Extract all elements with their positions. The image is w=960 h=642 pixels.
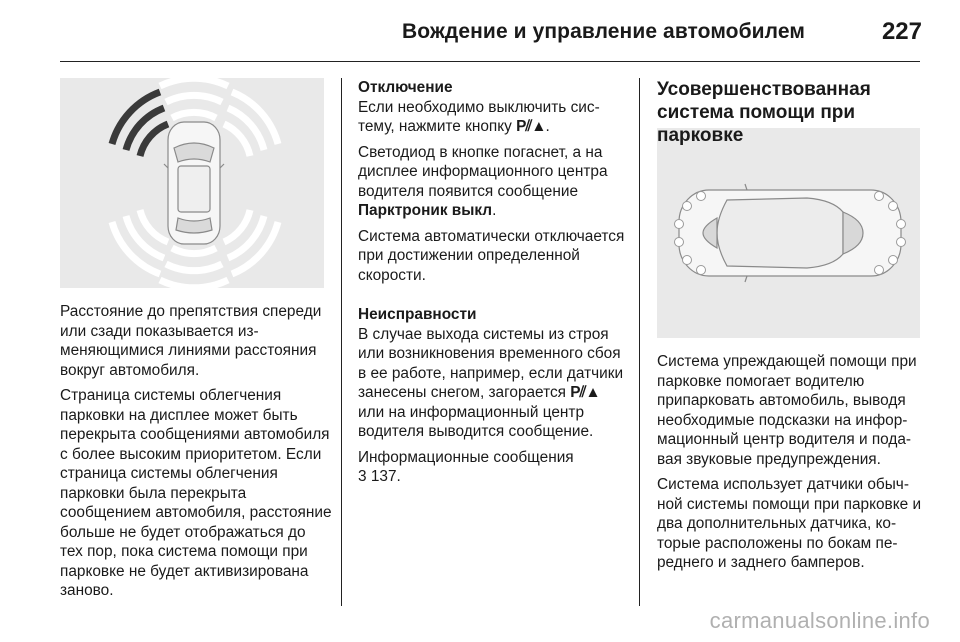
sensor-layout-illustration (657, 128, 920, 338)
col3-paragraph-1: Система упреждающей помощи при парковке помогает водителю припарковать автомобиль, выводя необходимые подсказки на информационный центр водителя и подавая звуковые предупреждения. (657, 353, 917, 468)
col2-paragraph-2 (358, 143, 630, 221)
column-3-body (657, 352, 925, 579)
col2-p4-text: В случае выхода системы из строя или возникновения временного сбоя в ее работе, например, если датчики занесены снегом, загорается (358, 325, 624, 401)
col2-p4-end: или на информационный центр водителя выводится сообщение. (358, 403, 594, 440)
col3-paragraph-2: Система использует датчики обычной системы помощи при парковке и два дополнительных датчика, которые расположены по бокам переднего и заднего бамперов. (657, 476, 922, 571)
advanced-parking-sensors-figure (657, 128, 920, 338)
page-number: 227 (881, 18, 922, 45)
column-3 (657, 78, 925, 147)
spacer (358, 291, 630, 305)
parking-distance-figure (60, 78, 324, 288)
parking-distance-illustration (60, 78, 324, 288)
column-2 (358, 78, 630, 493)
col2-paragraph-5: Информационные сообщения (358, 448, 574, 466)
col2-p2-end: . (492, 202, 497, 219)
col2-p1-text: Если необходимо выключить систему, нажмите кнопку (358, 98, 600, 135)
col1-paragraph-1: Расстояние до препятствия спереди или сзади показывается изменяющимися линиями расстояния вокруг автомобиля. (60, 303, 322, 379)
header-rule (60, 61, 920, 62)
front-left-distance-lines (112, 92, 168, 156)
page-reference: 3 137. (358, 468, 401, 485)
car-top-view (164, 122, 224, 244)
col2-paragraph-1 (358, 98, 630, 137)
page-header-title: Вождение и управление автомобилем (402, 20, 805, 43)
section-heading-advanced-parking: Усовершенствованная система помощи при парковке (657, 79, 871, 146)
col2-paragraph-3: Система автоматически отключается при достижении определенной скорости. (358, 227, 625, 284)
col2-p2-text: Светодиод в кнопке погаснет, а на дисплее информационного центра водителя появится сообщение (358, 143, 608, 200)
column-divider-2 (639, 78, 640, 606)
col2-p1-end: . (545, 118, 550, 135)
park-assist-indicator-icon: P⫽▲ (570, 384, 600, 401)
car-side-top-view (679, 184, 901, 282)
column-divider-1 (341, 78, 342, 606)
section-heading-disable: Отключение (358, 79, 453, 96)
col1-paragraph-2: Страница системы облегчения парковки на дисплее может быть перекрыта сообщениями автомобиля с более высоким приоритетом. Если страница системы облегчения парковки была перекрыта сообщением автомобиля, расстояние больше не будет отображаться до тех пор, пока система помощи при парковке не будет активизирована заново. (60, 387, 332, 599)
section-heading-faults: Неисправности (358, 306, 477, 323)
footer-watermark: carmanualsonline.info (709, 608, 930, 633)
col2-paragraph-4 (358, 325, 630, 442)
column-1 (60, 302, 332, 607)
park-assist-button-icon: P⫽▲ (516, 118, 546, 135)
parktronic-off-message: Парктроник выкл (358, 202, 493, 219)
